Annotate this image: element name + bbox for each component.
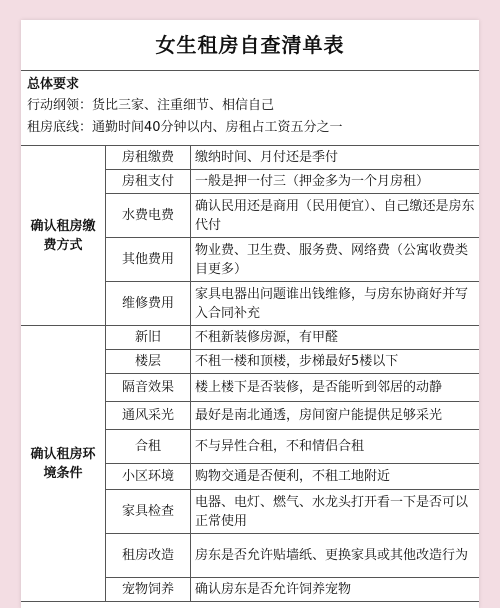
row-item: 水费电费 [106, 194, 191, 238]
row-desc: 一般是押一付三（押金多为一个月房租） [191, 170, 480, 194]
checklist-table [21, 146, 479, 602]
row-desc: 不租新装修房源，有甲醛 [191, 326, 480, 350]
row-desc: 不租一楼和顶楼，步梯最好5楼以下 [191, 350, 480, 374]
row-item: 合租 [106, 430, 191, 464]
row-item: 家具检查 [106, 490, 191, 534]
row-item: 宠物饲养 [106, 578, 191, 602]
row-desc: 家具电器出问题谁出钱维修，与房东协商好并写入合同补充 [191, 282, 480, 326]
row-item: 小区环境 [106, 464, 191, 490]
row-item: 房租支付 [106, 170, 191, 194]
table-row [21, 326, 479, 350]
general-requirements [21, 71, 479, 146]
row-desc: 购物交通是否便利，不租工地附近 [191, 464, 480, 490]
row-item: 隔音效果 [106, 374, 191, 402]
row-desc: 缴纳时间、月付还是季付 [191, 146, 480, 170]
row-item: 租房改造 [106, 534, 191, 578]
page-title: 女生租房自查清单表 [21, 20, 479, 71]
row-desc: 电器、电灯、燃气、水龙头打开看一下是否可以正常使用 [191, 490, 480, 534]
row-item: 楼层 [106, 350, 191, 374]
row-desc: 确认房东是否允许饲养宠物 [191, 578, 480, 602]
checklist-sheet [21, 20, 479, 608]
section-category-payment: 确认租房缴费方式 [21, 146, 106, 326]
row-desc: 确认民用还是商用（民用便宜）、自己缴还是房东代付 [191, 194, 480, 238]
row-item: 通风采光 [106, 402, 191, 430]
row-desc: 物业费、卫生费、服务费、网络费（公寓收费类目更多） [191, 238, 480, 282]
requirement-line-action: 行动纲领：货比三家、注重细节、相信自己 [27, 98, 275, 113]
row-item: 维修费用 [106, 282, 191, 326]
row-desc: 房东是否允许贴墙纸、更换家具或其他改造行为 [191, 534, 480, 578]
row-desc: 最好是南北通透，房间窗户能提供足够采光 [191, 402, 480, 430]
requirements-heading: 总体要求 [27, 77, 80, 92]
requirement-line-bottomline: 租房底线：通勤时间40分钟以内、房租占工资五分之一 [27, 120, 343, 135]
row-desc: 不与异性合租，不和情侣合租 [191, 430, 480, 464]
row-desc: 楼上楼下是否装修，是否能听到邻居的动静 [191, 374, 480, 402]
row-item: 房租缴费 [106, 146, 191, 170]
table-row [21, 146, 479, 170]
row-item: 新旧 [106, 326, 191, 350]
section-category-environment: 确认租房环境条件 [21, 326, 106, 602]
row-item: 其他费用 [106, 238, 191, 282]
